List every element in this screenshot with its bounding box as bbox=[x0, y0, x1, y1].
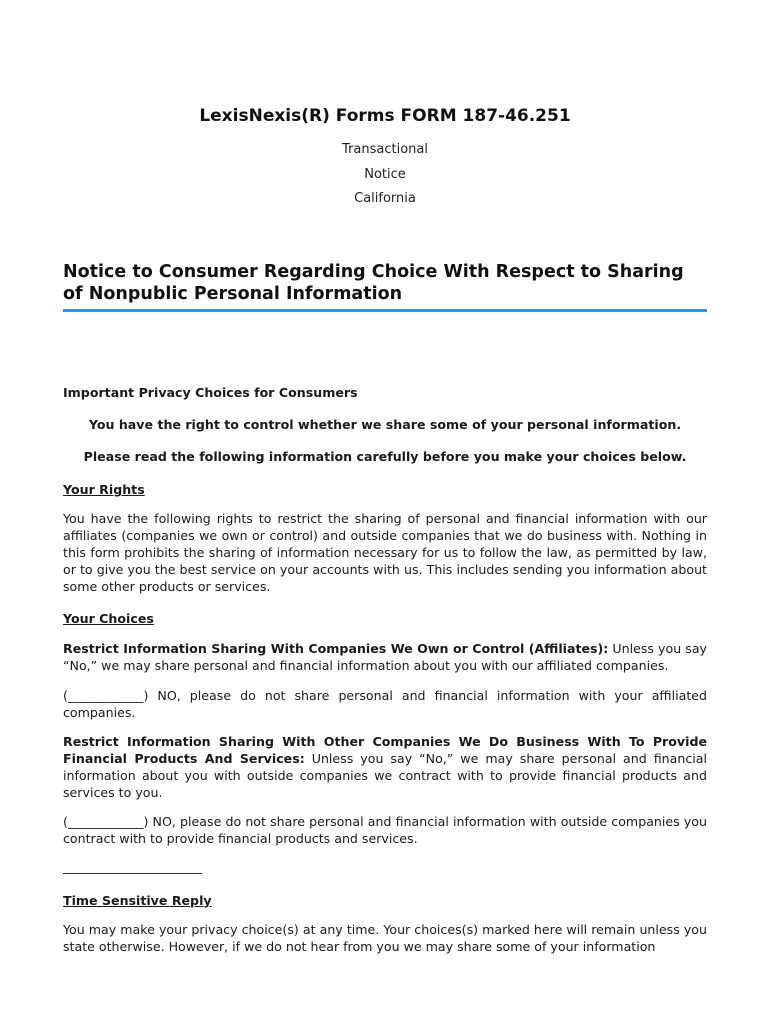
outside-companies-paragraph bbox=[63, 733, 707, 801]
form-title: LexisNexis(R) Forms FORM 187-46.251 bbox=[199, 106, 571, 126]
affiliates-paragraph bbox=[63, 640, 707, 674]
read-statement: Please read the following information carefully before you make your choices below. bbox=[83, 449, 687, 464]
outside-companies-opt-out: (____________) NO, please do not share personal and financial information with outside companies you contract with to provide financial products and services. bbox=[63, 814, 707, 846]
form-jurisdiction: California bbox=[354, 191, 416, 206]
form-doc-type: Notice bbox=[364, 167, 406, 182]
outside-companies-text: Unless you say “No,” we may share personal and financial information about you with outside companies we contract with to provide financial products and services to you. bbox=[63, 751, 707, 800]
your-rights-heading: Your Rights bbox=[63, 482, 145, 497]
time-sensitive-heading: Time Sensitive Reply bbox=[63, 893, 212, 908]
privacy-choices-heading: Important Privacy Choices for Consumers bbox=[63, 385, 358, 400]
affiliates-opt-out: (____________) NO, please do not share personal and financial information with your affiliated companies. bbox=[63, 688, 707, 720]
outside-companies-label: Restrict Information Sharing With Other Companies We Do Business With To Provide Financial Products And Services: bbox=[63, 734, 707, 766]
affiliates-label: Restrict Information Sharing With Companies We Own or Control (Affiliates): bbox=[63, 641, 609, 656]
document-title: Notice to Consumer Regarding Choice With Respect to Sharing of Nonpublic Personal Information bbox=[63, 261, 707, 312]
form-category: Transactional bbox=[342, 142, 428, 157]
affiliates-text: Unless you say “No,” we may share personal and financial information about you with our affiliated companies. bbox=[63, 641, 708, 673]
right-statement: You have the right to control whether we share some of your personal information. bbox=[88, 417, 682, 432]
section-divider bbox=[63, 873, 202, 874]
your-choices-heading: Your Choices bbox=[63, 611, 154, 626]
your-rights-paragraph: You have the following rights to restrict the sharing of personal and financial information with our affiliates (companies we own or control) and outside companies that we do business with. Nothing in this form prohibits the sharing of information necessary for us to follow the law, as permitted by law, or to give you the best service on your accounts with us. This includes sending you information about some other products or services. bbox=[63, 511, 707, 594]
time-sensitive-paragraph: You may make your privacy choice(s) at any time. Your choices(s) marked here will remain unless you state otherwise. However, if we do not hear from you we may share some of your information bbox=[63, 922, 707, 954]
